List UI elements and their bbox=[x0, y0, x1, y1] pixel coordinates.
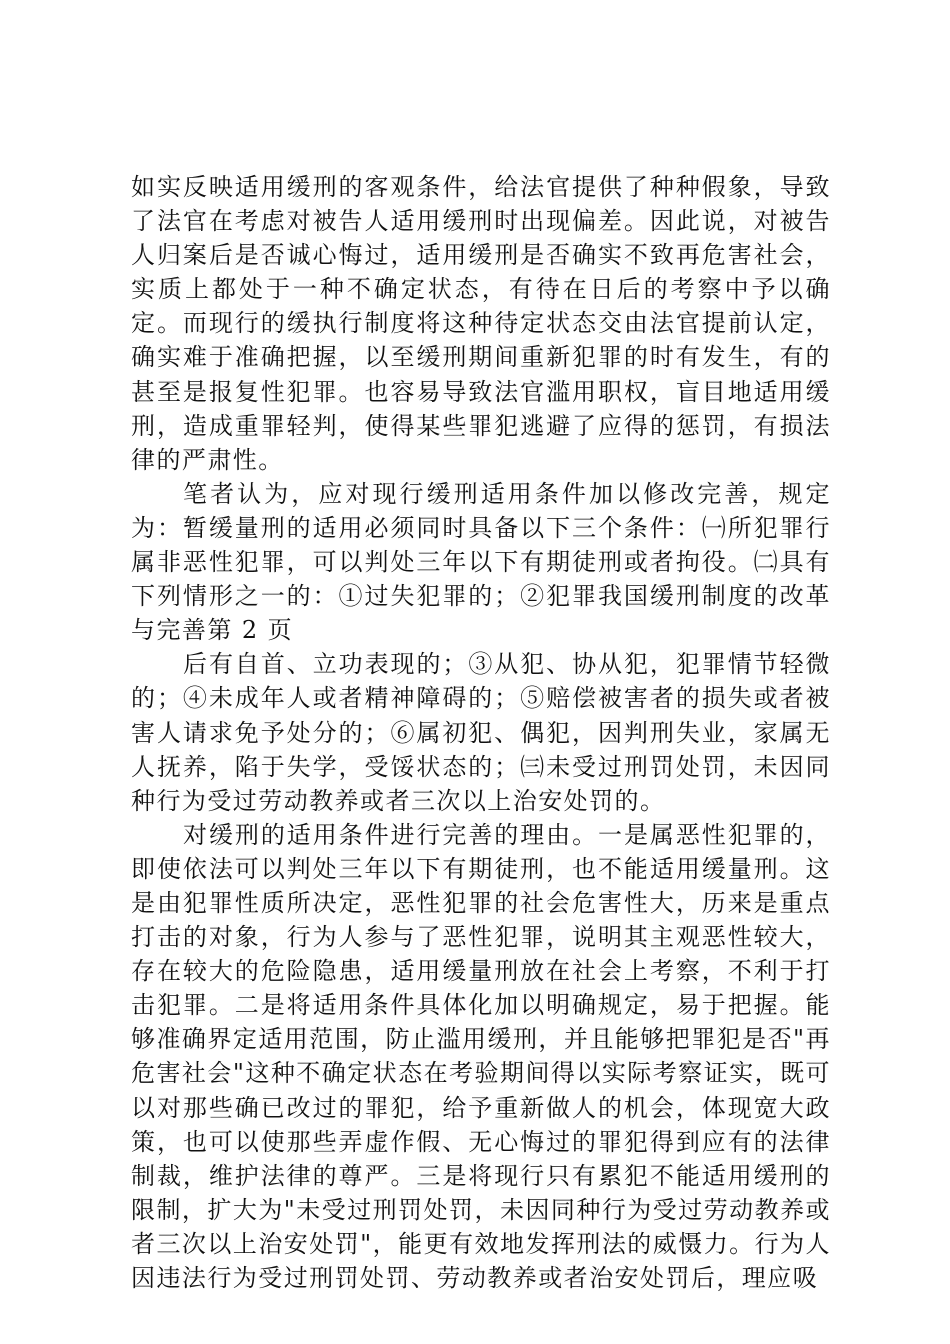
paragraph-2: 笔者认为，应对现行缓刑适用条件加以修改完善，规定为：暂缓量刑的适用必须同时具备以下三个条件：㈠所犯罪行属非恶性犯罪，可以判处三年以下有期徒刑或者拘役。㈡具有下列情形之一的：①过失犯罪的；②犯罪我国缓刑制度的改革与完善第 2 页 bbox=[131, 479, 831, 645]
paragraph-1: 如实反映适用缓刑的客观条件，给法官提供了种种假象，导致了法官在考虑对被告人适用缓刑时出现偏差。因此说，对被告人归案后是否诚心悔过，适用缓刑是否确实不致再危害社会，实质上都处于一种不确定状态，有待在日后的考察中予以确定。而现行的缓执行制度将这种待定状态交由法官提前认定，确实难于准确把握，以至缓刑期间重新犯罪的时有发生，有的甚至是报复性犯罪。也容易导致法官滥用职权，盲目地适用缓刑，造成重罪轻判，使得某些罪犯逃避了应得的惩罚，有损法律的严肃性。 bbox=[131, 173, 831, 474]
paragraph-3: 后有自首、立功表现的；③从犯、协从犯，犯罪情节轻微的；④未成年人或者精神障碍的；⑤赔偿被害者的损失或者被害人请求免予处分的；⑥属初犯、偶犯，因判刑失业，家属无人抚养，陷于失学，受馁状态的；㈢未受过刑罚处罚，未因同种行为受过劳动教养或者三次以上治安处罚的。 bbox=[131, 650, 831, 815]
paragraph-4: 对缓刑的适用条件进行完善的理由。一是属恶性犯罪的，即使依法可以判处三年以下有期徒刑，也不能适用缓量刑。这是由犯罪性质所决定，恶性犯罪的社会危害性大，历来是重点打击的对象，行为人参与了恶性犯罪，说明其主观恶性较大，存在较大的危险隐患，适用缓量刑放在社会上考察，不利于打击犯罪。二是将适用条件具体化加以明确规定，易于把握。能够准确界定适用范围，防止滥用缓刑，并且能够把罪犯是否"再危害社会"这种不确定状态在考验期间得以实际考察证实，既可以对那些确已改过的罪犯，给予重新做人的机会，体现宽大政策，也可以使那些弄虚作假、无心悔过的罪犯得到应有的法律制裁，维护法律的尊严。三是将现行只有累犯不能适用缓刑的限制，扩大为"未受过刑罚处罚，未因同种行为受过劳动教养或者三次以上治安处罚"，能更有效地发挥刑法的威慑力。行为人因违法行为受过刑罚处罚、劳动教养或者治安处罚后，理应吸 bbox=[131, 820, 831, 1292]
document-page bbox=[131, 170, 831, 1295]
